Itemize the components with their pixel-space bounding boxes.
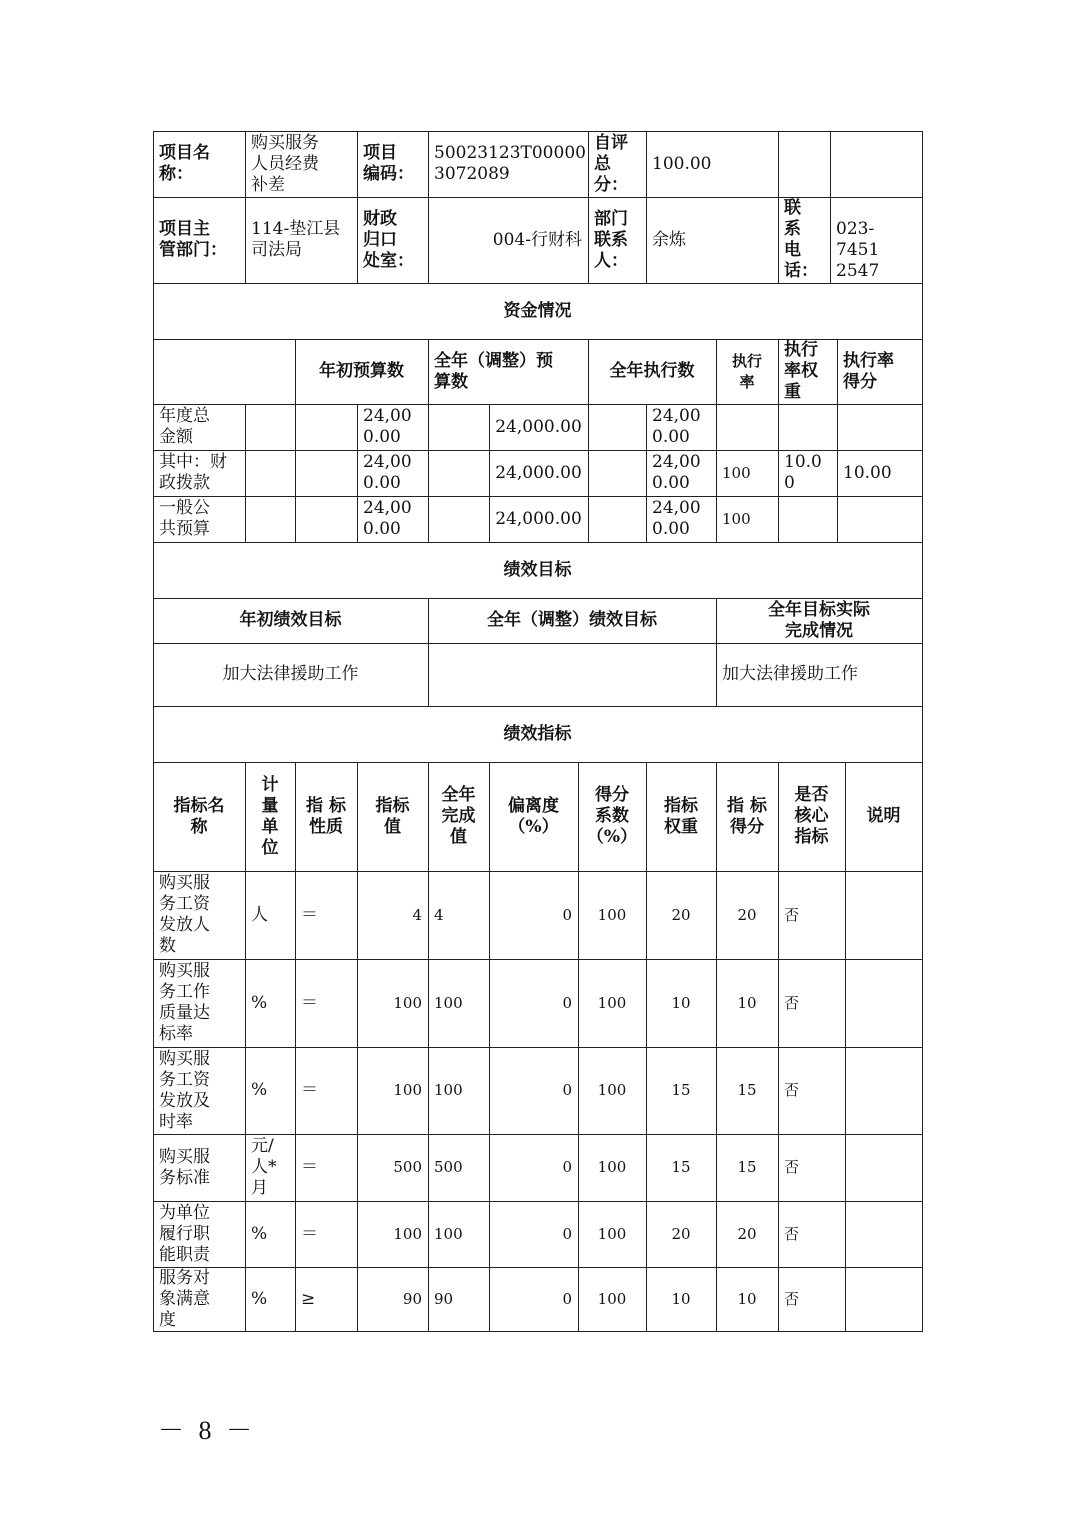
table-rule [153, 131, 923, 132]
funds-row-rate: 100 [722, 510, 751, 528]
indicator-cell-score: 15 [737, 1081, 757, 1099]
indicator-cell-nature: ＝ [301, 1224, 318, 1244]
indicator-cell-deviation: 0 [562, 994, 572, 1012]
indicator-cell-core: 否 [784, 1290, 800, 1308]
indicator-cell-weight: 15 [671, 1158, 691, 1176]
table-rule [489, 762, 490, 1332]
funds-row-adjusted: 24,000.00 [495, 417, 582, 437]
funds-header-rate-weight: 执行 率权 重 [784, 340, 818, 402]
table-rule [357, 404, 358, 543]
table-rule [845, 762, 846, 1332]
table-rule [153, 959, 923, 960]
indicator-cell-unit: 元/ 人* 月 [251, 1136, 277, 1198]
table-rule [153, 1134, 923, 1135]
project-code-label: 项目 编码： [363, 143, 414, 184]
table-rule [428, 598, 429, 707]
indicator-cell-score: 20 [737, 1225, 757, 1243]
table-rule [153, 542, 923, 543]
indicators-header-nature: 指 标 性质 [306, 796, 346, 837]
indicator-cell-nature: ＝ [301, 993, 318, 1013]
funds-row-executed: 24,00 0.00 [652, 498, 701, 539]
indicator-cell-name: 购买服 务工资 发放人 数 [159, 873, 210, 956]
indicator-cell-target: 4 [412, 906, 422, 924]
table-rule [153, 404, 923, 405]
funds-row-initial: 24,00 0.00 [363, 406, 412, 447]
table-rule [588, 404, 589, 543]
indicator-cell-deviation: 0 [562, 906, 572, 924]
indicator-cell-nature: ＝ [301, 905, 318, 925]
goals-header-initial: 年初绩效目标 [239, 610, 342, 630]
indicators-header-core: 是否 核心 指标 [794, 785, 829, 847]
indicator-cell-weight: 20 [671, 906, 691, 924]
funds-row-label: 一般公 共预算 [159, 498, 210, 539]
indicator-cell-score: 20 [737, 906, 757, 924]
indicator-cell-core: 否 [784, 906, 800, 924]
funds-header-initial: 年初预算数 [319, 361, 404, 381]
funds-header-rate-score: 执行率 得分 [843, 351, 894, 392]
phone-label: 联 系 电 话： [784, 198, 818, 281]
indicator-cell-name: 购买服 务工作 质量达 标率 [159, 961, 210, 1044]
indicator-cell-weight: 10 [671, 994, 691, 1012]
indicators-header-score: 指 标 得分 [727, 796, 767, 837]
indicator-cell-weight: 10 [671, 1290, 691, 1308]
indicators-header-coef: 得分 系数 （%） [586, 785, 638, 847]
indicators-header-target: 指标 值 [375, 796, 410, 837]
indicator-cell-core: 否 [784, 1225, 800, 1243]
indicator-cell-unit: 人 [251, 905, 268, 925]
table-rule [428, 404, 429, 543]
indicator-cell-coef: 100 [597, 1081, 627, 1099]
funds-row-adjusted: 24,000.00 [495, 463, 582, 483]
office-label: 财政 归口 处室： [363, 209, 414, 271]
indicators-header-weight: 指标 权重 [664, 796, 698, 837]
indicator-cell-target: 100 [393, 994, 422, 1012]
funds-section-title: 资金情况 [503, 301, 572, 321]
indicator-cell-unit: % [251, 1289, 268, 1309]
table-rule [428, 339, 429, 405]
indicators-header-deviation: 偏离度 （%） [508, 796, 559, 837]
goals-section-title: 绩效目标 [503, 560, 572, 580]
table-rule [153, 496, 923, 497]
indicators-header-note: 说明 [866, 806, 901, 826]
indicator-cell-nature: ＝ [301, 1080, 318, 1100]
funds-row-initial: 24,00 0.00 [363, 452, 412, 493]
goals-actual-value: 加大法律援助工作 [722, 664, 858, 684]
table-rule [588, 339, 589, 405]
indicator-cell-unit: % [251, 1224, 268, 1244]
funds-row-label: 年度总 金额 [159, 406, 210, 447]
office-value: 004-行财科 [492, 230, 582, 250]
goals-initial-value: 加大法律援助工作 [222, 664, 359, 684]
phone-value: 023-7451 2547 [836, 219, 880, 281]
project-name-value: 购买服务 人员经费 补差 [251, 133, 319, 195]
table-rule [489, 404, 490, 543]
self-score-value: 100.00 [652, 154, 712, 174]
indicator-cell-completed: 100 [434, 1225, 463, 1243]
table-rule [153, 131, 154, 1332]
indicator-cell-target: 100 [393, 1081, 422, 1099]
table-rule [778, 404, 779, 543]
table-rule [837, 404, 838, 543]
table-rule [578, 762, 579, 1332]
indicator-cell-score: 15 [737, 1158, 757, 1176]
table-rule [153, 1267, 923, 1268]
table-rule [428, 762, 429, 1332]
indicators-header-unit: 计 量 单 位 [261, 775, 279, 858]
indicators-section-title: 绩效指标 [503, 724, 572, 744]
dept-label: 项目主 管部门： [159, 219, 227, 260]
table-rule [922, 131, 923, 1332]
table-rule [357, 131, 358, 284]
goals-header-adjusted: 全年（调整）绩效目标 [487, 610, 657, 630]
funds-row-label: 其中：财 政拨款 [159, 452, 227, 493]
contact-label: 部门 联系 人： [594, 209, 628, 271]
indicator-cell-nature: ≥ [301, 1289, 316, 1309]
indicator-cell-coef: 100 [597, 994, 627, 1012]
indicator-cell-weight: 15 [671, 1081, 691, 1099]
project-code-value: 50023123T00000 3072089 [434, 143, 586, 184]
table-rule [295, 404, 296, 543]
indicators-header-completed: 全年 完成 值 [441, 785, 476, 847]
table-rule [716, 404, 717, 543]
funds-header-rate: 执行 率 [731, 352, 762, 391]
indicator-cell-weight: 20 [671, 1225, 691, 1243]
funds-row-executed: 24,00 0.00 [652, 406, 701, 447]
table-rule [837, 339, 838, 405]
indicator-cell-name: 为单位 履行职 能职责 [159, 1203, 210, 1265]
funds-row-weight: 10.0 0 [784, 452, 822, 493]
indicator-cell-coef: 100 [597, 1290, 627, 1308]
table-rule [357, 762, 358, 1332]
table-rule [153, 1331, 923, 1332]
indicator-cell-score: 10 [737, 994, 757, 1012]
indicator-cell-completed: 4 [434, 906, 444, 924]
indicators-header-name: 指标名 称 [173, 796, 225, 837]
page-number: － 8 － [158, 1416, 257, 1445]
indicator-cell-target: 100 [393, 1225, 422, 1243]
funds-row-rate: 100 [722, 464, 751, 482]
indicator-cell-core: 否 [784, 994, 800, 1012]
table-rule [716, 598, 717, 707]
indicator-cell-completed: 500 [434, 1158, 463, 1176]
table-rule [153, 706, 923, 707]
table-rule [295, 762, 296, 1332]
dept-value: 114-垫江县 司法局 [251, 219, 341, 260]
indicator-cell-nature: ＝ [301, 1157, 318, 1177]
funds-row-executed: 24,00 0.00 [652, 452, 701, 493]
indicator-cell-name: 服务对 象满意 度 [159, 1268, 210, 1330]
indicator-cell-coef: 100 [597, 906, 627, 924]
table-rule [778, 339, 779, 405]
self-score-label: 自评 总 分： [594, 133, 628, 195]
table-rule [778, 762, 779, 1332]
funds-row-initial: 24,00 0.00 [363, 498, 412, 539]
indicator-cell-completed: 90 [434, 1290, 454, 1308]
table-rule [153, 1201, 923, 1202]
indicator-cell-score: 10 [737, 1290, 757, 1308]
project-name-label: 项目名 称： [159, 143, 210, 184]
indicator-cell-name: 购买服 务标准 [159, 1147, 210, 1188]
funds-row-adjusted: 24,000.00 [495, 509, 582, 529]
table-rule [153, 871, 923, 872]
table-rule [646, 404, 647, 543]
table-rule [830, 131, 831, 284]
table-rule [245, 404, 246, 543]
table-rule [153, 598, 923, 599]
contact-value: 余炼 [652, 230, 686, 250]
indicator-cell-deviation: 0 [562, 1225, 572, 1243]
indicator-cell-coef: 100 [597, 1158, 627, 1176]
table-rule [646, 762, 647, 1332]
goals-header-actual: 全年目标实际 完成情况 [768, 600, 870, 641]
funds-header-executed: 全年执行数 [609, 361, 695, 381]
table-rule [295, 339, 296, 405]
table-rule [646, 131, 647, 284]
indicator-cell-deviation: 0 [562, 1158, 572, 1176]
funds-row-score: 10.00 [843, 463, 892, 483]
indicator-cell-core: 否 [784, 1158, 800, 1176]
table-rule [245, 131, 246, 284]
indicator-cell-completed: 100 [434, 1081, 463, 1099]
table-rule [588, 131, 589, 284]
indicator-cell-unit: % [251, 1080, 268, 1100]
table-rule [153, 450, 923, 451]
funds-header-adjusted: 全年（调整）预 算数 [434, 351, 553, 392]
table-rule [153, 762, 923, 763]
indicator-cell-deviation: 0 [562, 1290, 572, 1308]
indicator-cell-target: 90 [402, 1290, 422, 1308]
table-rule [153, 283, 923, 284]
indicator-cell-completed: 100 [434, 994, 463, 1012]
indicator-cell-name: 购买服 务工资 发放及 时率 [159, 1049, 210, 1132]
indicator-cell-core: 否 [784, 1081, 800, 1099]
table-rule [153, 1047, 923, 1048]
indicator-cell-target: 500 [393, 1158, 422, 1176]
indicator-cell-coef: 100 [597, 1225, 627, 1243]
table-rule [428, 131, 429, 284]
table-rule [245, 762, 246, 1332]
table-rule [778, 131, 779, 284]
indicator-cell-unit: % [251, 993, 268, 1013]
table-rule [153, 643, 923, 644]
table-rule [716, 762, 717, 1332]
indicator-cell-deviation: 0 [562, 1081, 572, 1099]
table-rule [716, 339, 717, 405]
